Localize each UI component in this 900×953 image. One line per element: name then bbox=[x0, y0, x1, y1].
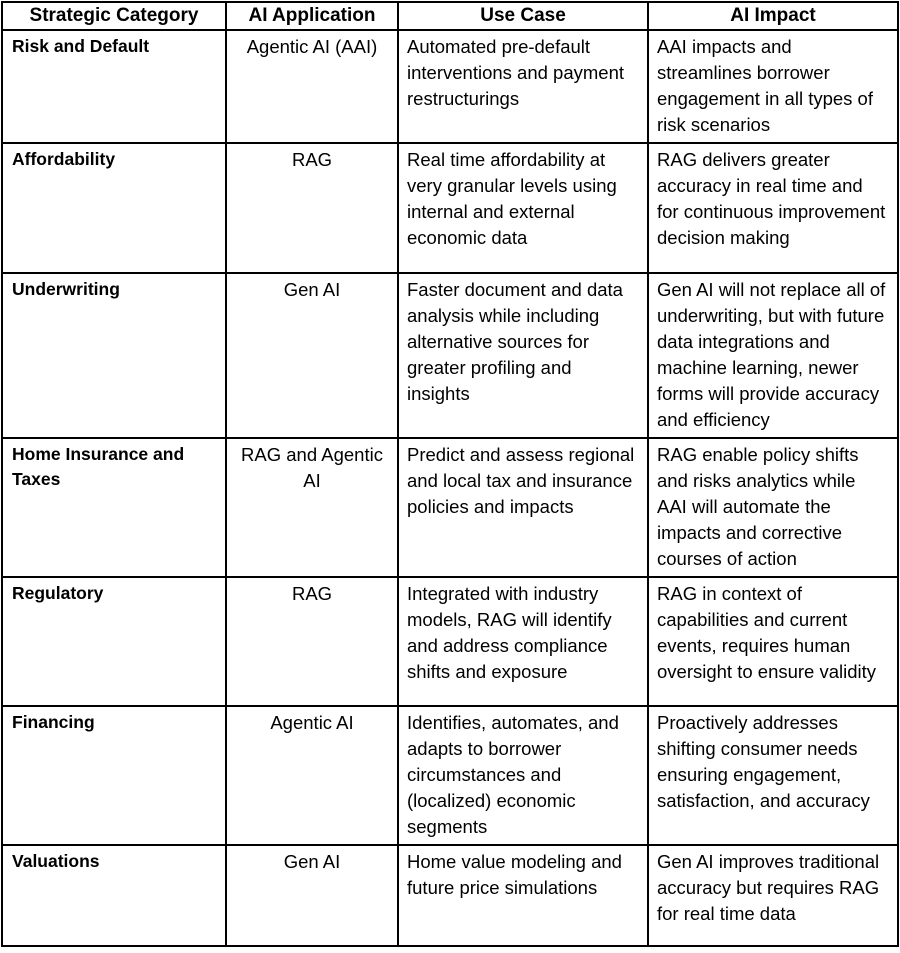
cell-ai-application: Agentic AI bbox=[226, 706, 398, 845]
ai-strategy-table bbox=[1, 1, 899, 947]
table-row-risk-and-default bbox=[2, 30, 898, 143]
cell-category: Financing bbox=[2, 706, 226, 845]
table-row-financing bbox=[2, 706, 898, 845]
cell-ai-application: Gen AI bbox=[226, 845, 398, 946]
table-row-valuations bbox=[2, 845, 898, 946]
cell-category: Risk and Default bbox=[2, 30, 226, 143]
cell-category: Valuations bbox=[2, 845, 226, 946]
table-row-affordability bbox=[2, 143, 898, 273]
table-row-regulatory bbox=[2, 577, 898, 706]
cell-ai-impact: RAG enable policy shifts and risks analytics while AAI will automate the impacts and corrective courses of action bbox=[648, 438, 898, 577]
cell-use-case: Identifies, automates, and adapts to borrower circumstances and (localized) economic segments bbox=[398, 706, 648, 845]
cell-ai-application: Gen AI bbox=[226, 273, 398, 438]
cell-category: Affordability bbox=[2, 143, 226, 273]
cell-ai-impact: Gen AI will not replace all of underwriting, but with future data integrations and machine learning, newer forms will provide accuracy and efficiency bbox=[648, 273, 898, 438]
column-header-use-case: Use Case bbox=[398, 2, 648, 30]
cell-ai-impact: Proactively addresses shifting consumer needs ensuring engagement, satisfaction, and accuracy bbox=[648, 706, 898, 845]
cell-ai-impact: AAI impacts and streamlines borrower engagement in all types of risk scenarios bbox=[648, 30, 898, 143]
cell-use-case: Real time affordability at very granular levels using internal and external economic data bbox=[398, 143, 648, 273]
cell-use-case: Faster document and data analysis while including alternative sources for greater profiling and insights bbox=[398, 273, 648, 438]
cell-category: Home Insurance and Taxes bbox=[2, 438, 226, 577]
cell-use-case: Integrated with industry models, RAG will identify and address compliance shifts and exposure bbox=[398, 577, 648, 706]
header-row bbox=[2, 2, 898, 30]
cell-ai-application: RAG bbox=[226, 143, 398, 273]
cell-use-case: Home value modeling and future price simulations bbox=[398, 845, 648, 946]
cell-ai-application: RAG and Agentic AI bbox=[226, 438, 398, 577]
table-row-underwriting bbox=[2, 273, 898, 438]
cell-ai-impact: RAG delivers greater accuracy in real time and for continuous improvement decision making bbox=[648, 143, 898, 273]
column-header-ai-application: AI Application bbox=[226, 2, 398, 30]
cell-category: Regulatory bbox=[2, 577, 226, 706]
cell-ai-application: RAG bbox=[226, 577, 398, 706]
cell-category: Underwriting bbox=[2, 273, 226, 438]
cell-use-case: Predict and assess regional and local tax and insurance policies and impacts bbox=[398, 438, 648, 577]
cell-ai-impact: Gen AI improves traditional accuracy but requires RAG for real time data bbox=[648, 845, 898, 946]
cell-ai-application: Agentic AI (AAI) bbox=[226, 30, 398, 143]
column-header-strategic-category: Strategic Category bbox=[2, 2, 226, 30]
table-row-home-insurance-and-taxes bbox=[2, 438, 898, 577]
column-header-ai-impact: AI Impact bbox=[648, 2, 898, 30]
cell-use-case: Automated pre-default interventions and payment restructurings bbox=[398, 30, 648, 143]
cell-ai-impact: RAG in context of capabilities and current events, requires human oversight to ensure validity bbox=[648, 577, 898, 706]
